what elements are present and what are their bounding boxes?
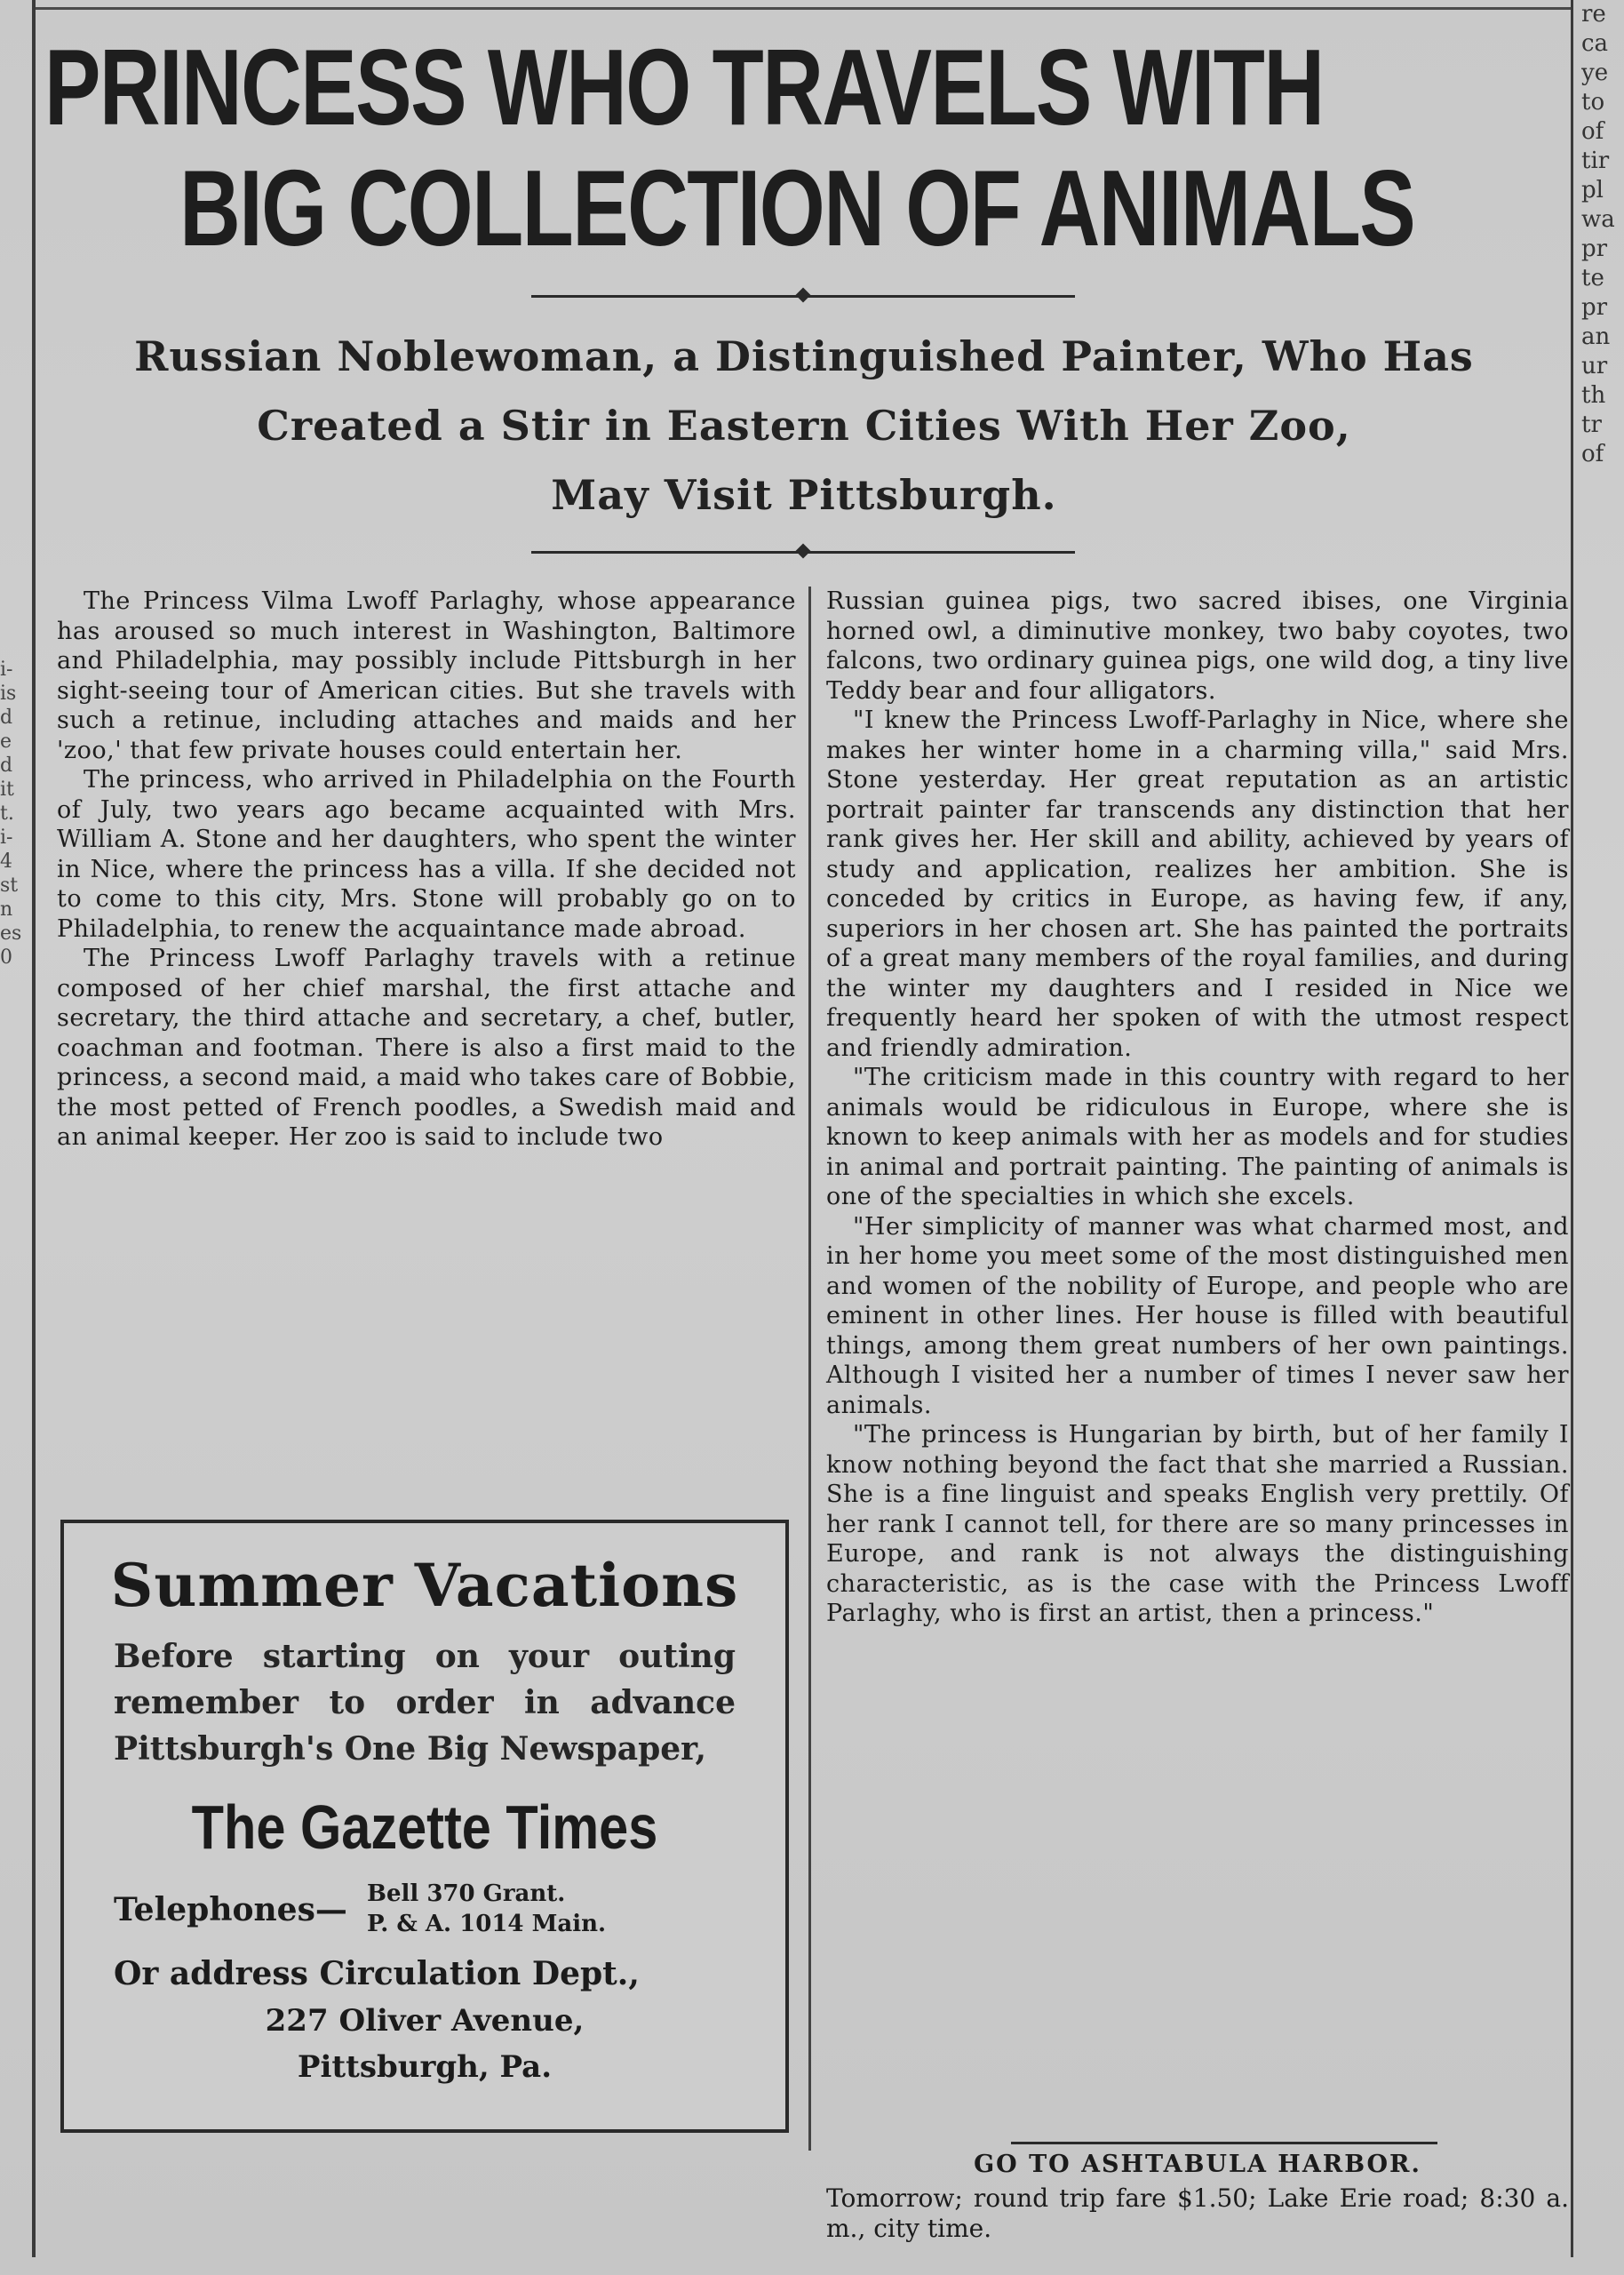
ashtabula-text: Tomorrow; round trip fare $1.50; Lake Erie road; 8:30 a. m., city time. bbox=[826, 2183, 1569, 2243]
article-paragraph: "The princess is Hungarian by birth, but of her family I know nothing beyond the fact that she married a Russian. She is a fine linguist and speaks English very prettily. Of her rank I cannot tell, for there are so many princesses in Europe, and rank is not always the distinguishing characteristic, as is the case with the Princess Lwoff Parlaghy, who is first an artist, then a princess." bbox=[826, 1421, 1569, 1627]
article-paragraph: "I knew the Princess Lwoff-Parlaghy in Nice, where she makes her winter home in a charming villa," said Mrs. Stone yesterday. Her great reputation as an artistic portrait painter far transcends any distinction that her rank gives her. Her skill and ability, achieved by years of study and application, realizes her ambition. She is conceded by critics in Europe, as having few, if any, superiors in her chosen art. She has painted the portraits of a great many members of the royal families, and during the winter my daughters and I resided in Nice we frequently heard her spoken of with the utmost respect and friendly admiration. bbox=[826, 706, 1569, 1062]
edge-fragment: te bbox=[1581, 265, 1604, 291]
edge-fragment: pr bbox=[1581, 235, 1608, 262]
edge-fragment: of bbox=[1581, 118, 1604, 145]
article-paragraph: The Princess Vilma Lwoff Parlaghy, whose appearance has aroused so much interest in Washington, Baltimore and Philadelphia, may possibly include Pittsburgh in her sight-seeing tour of American cities. But she travels with such a retinue, including attaches and maids and her 'zoo,' that few private houses could entertain her. bbox=[57, 587, 796, 764]
ashtabula-notice bbox=[826, 2151, 1569, 2244]
article-column-1 bbox=[57, 587, 796, 1153]
edge-fragment: i- bbox=[0, 659, 13, 681]
edge-fragment: ye bbox=[1581, 60, 1609, 86]
gazette-times-advertisement bbox=[60, 1520, 789, 2133]
article-paragraph: The Princess Lwoff Parlaghy travels with a retinue composed of her chief marshal, the first attache and secretary, the third attache and secretary, a chef, butler, coachman and footman. There is also a first maid to the princess, a second maid, a maid who takes care of Bobbie, the most petted of French poodles, a Swedish maid and an animal keeper. Her zoo is said to include two bbox=[57, 945, 796, 1151]
ad-telephones-label: Telephones— bbox=[114, 1891, 347, 1928]
edge-fragment: t. bbox=[0, 802, 14, 825]
article-column-2 bbox=[826, 587, 1569, 1629]
edge-fragment: to bbox=[1581, 89, 1605, 116]
adjacent-column-fragment-right bbox=[1581, 0, 1624, 2275]
ad-title: Summer Vacations bbox=[110, 1551, 739, 1620]
article-paragraph: "Her simplicity of manner was what charmed most, and in her home you meet some of the most distinguished men and women of the nobility of Europe, and people who are eminent in other lines. Her house is filled with beautiful things, among them great numbers of her own paintings. Although I visited her a number of times I never saw her animals. bbox=[826, 1212, 1569, 1419]
edge-fragment: re bbox=[1581, 1, 1606, 28]
ad-city: Pittsburgh, Pa. bbox=[297, 2049, 553, 2085]
ashtabula-title: GO TO ASHTABULA HARBOR. bbox=[974, 2151, 1421, 2178]
adjacent-column-fragment-left bbox=[0, 658, 30, 970]
edge-fragment: pl bbox=[1581, 177, 1604, 204]
headline-divider bbox=[531, 295, 1075, 298]
divider-diamond bbox=[796, 544, 811, 559]
edge-fragment: tr bbox=[1581, 411, 1602, 438]
ad-address-line: Or address Circulation Dept., bbox=[114, 1955, 640, 1992]
edge-fragment: wa bbox=[1581, 206, 1615, 233]
divider-diamond bbox=[796, 288, 811, 303]
edge-fragment: es bbox=[0, 922, 22, 945]
right-column-rule bbox=[1571, 0, 1573, 2257]
edge-fragment: st bbox=[0, 874, 19, 897]
deck-divider bbox=[531, 551, 1075, 554]
ad-telephone-numbers bbox=[367, 1879, 606, 1939]
ad-tel-pa: P. & A. 1014 Main. bbox=[367, 1911, 607, 1937]
edge-fragment: d bbox=[0, 706, 13, 729]
edge-fragment: 4 bbox=[0, 850, 12, 873]
article-paragraph: The princess, who arrived in Philadelphia on the Fourth of July, two years ago became acquainted with Mrs. William A. Stone and her daughters, who spent the winter in Nice, where the princess has a villa. If she decided not to come to this city, Mrs. Stone will probably go on to Philadelphia, to renew the acquaintance made abroad. bbox=[57, 766, 796, 943]
edge-fragment: an bbox=[1581, 323, 1611, 350]
edge-fragment: n bbox=[0, 898, 13, 921]
deck-line-3: May Visit Pittsburgh. bbox=[551, 471, 1057, 519]
ashtabula-rule bbox=[1011, 2142, 1437, 2144]
column-separator bbox=[808, 587, 811, 2151]
edge-fragment: th bbox=[1581, 382, 1606, 409]
edge-fragment: is bbox=[0, 682, 17, 705]
headline-line-1: PRINCESS WHO TRAVELS WITH bbox=[44, 27, 1324, 148]
edge-fragment: e bbox=[0, 730, 12, 753]
subheadline-deck bbox=[44, 322, 1564, 530]
edge-fragment: d bbox=[0, 754, 13, 777]
edge-fragment: of bbox=[1581, 441, 1604, 467]
ad-body: Before starting on your outing remember to order in advance Pittsburgh's One Big Newspaper, bbox=[114, 1638, 736, 1768]
edge-fragment: ur bbox=[1581, 353, 1608, 379]
article-paragraph: "The criticism made in this country with regard to her animals would be ridiculous in Europe, where she is known to keep animals with her as models and for studies in animal and portrait painting. The painting of animals is one of the specialties in which she excels. bbox=[826, 1064, 1569, 1210]
article-paragraph: Russian guinea pigs, two sacred ibises, one Virginia horned owl, a diminutive monkey, two baby coyotes, two falcons, two ordinary guinea pigs, one wild dog, a tiny live Teddy bear and four alligators. bbox=[826, 587, 1569, 705]
edge-fragment: it bbox=[0, 778, 14, 801]
headline-line-2: BIG COLLECTION OF ANIMALS bbox=[179, 148, 1415, 268]
top-rule bbox=[36, 7, 1571, 10]
ad-street: 227 Oliver Avenue, bbox=[265, 2003, 585, 2039]
edge-fragment: pr bbox=[1581, 294, 1608, 321]
edge-fragment: 0 bbox=[0, 946, 12, 969]
ad-telephones bbox=[114, 1879, 736, 1943]
left-column-rule bbox=[32, 0, 36, 2257]
ad-newspaper-name: The Gazette Times bbox=[191, 1792, 658, 1862]
edge-fragment: i- bbox=[0, 826, 13, 849]
deck-line-1: Russian Noblewoman, a Distinguished Painter, Who Has bbox=[134, 332, 1474, 380]
edge-fragment: ca bbox=[1581, 30, 1609, 57]
headline bbox=[44, 27, 1415, 268]
edge-fragment: tir bbox=[1581, 148, 1610, 174]
ad-tel-bell: Bell 370 Grant. bbox=[367, 1880, 566, 1907]
deck-line-2: Created a Stir in Eastern Cities With Her Zoo, bbox=[257, 402, 1351, 450]
